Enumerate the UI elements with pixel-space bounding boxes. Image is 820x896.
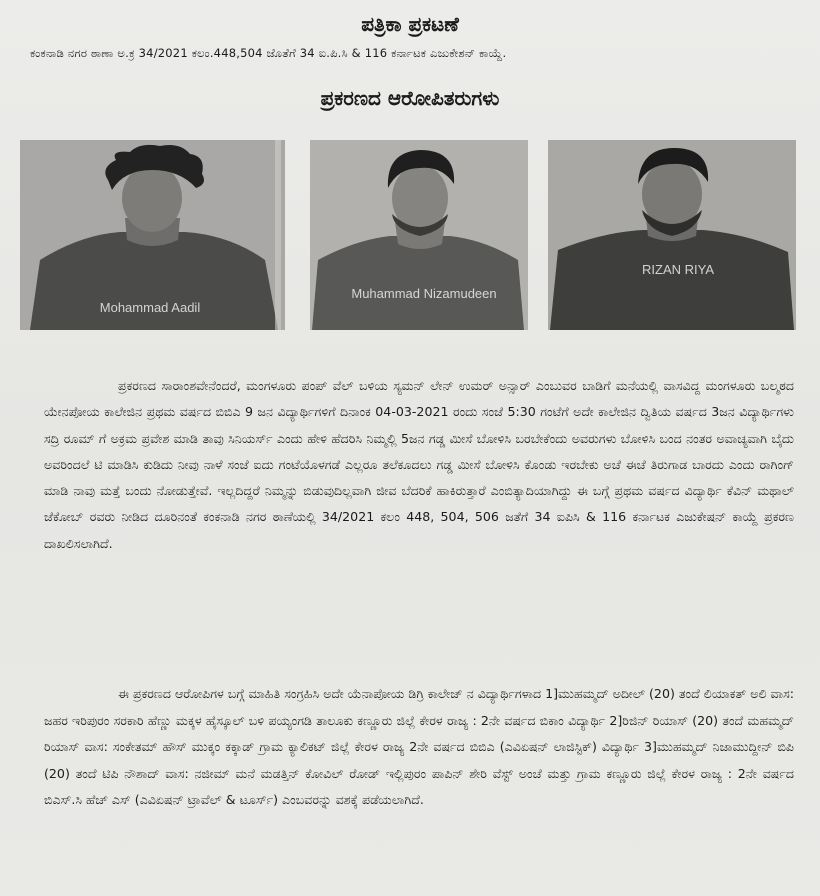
portrait-3 bbox=[548, 140, 796, 330]
accused-details-paragraph: ಈ ಪ್ರಕರಣದ ಆರೋಪಿಗಳ ಬಗ್ಗೆ ಮಾಹಿತಿ ಸಂಗ್ರಹಿಸಿ ಅದೇ ಯೆನಾಪೋಯ ಡಿಗ್ರಿ ಕಾಲೇಜ್ ನ ವಿದ್ಯಾರ್ಥಿಗಳಾದ 1]ಮುಹಮ್ಮದ್ ಅದೀಲ್ (20) ತಂದೆ ಲಿಯಾಕತ್ ಅಲಿ ವಾಸ: ಜಹರ ಇರಿಪುರಂ ಸರಕಾರಿ ಹೆಣ್ಣು ಮಕ್ಕಳ ಹೈಸ್ಕೂಲ್ ಬಳಿ ಪಯ್ಯಂಗಡಿ ತಾಲೂಕು ಕಣ್ಣೂರು ಜಿಲ್ಲೆ ಕೇರಳ ರಾಜ್ಯ : 2ನೇ ವರ್ಷದ ಬಿಕಾಂ ವಿದ್ಯಾರ್ಥಿ 2]ರಿಜಿನ್ ರಿಯಾಸ್ (20) ತಂದೆ ಮಹಮ್ಮದ್ ರಿಯಾಸ್ ವಾಸ: ಸಂಕೇತಮ್ ಹೌಸ್ ಮುಕ್ಕಂ ಕಕ್ಕಾಡ್ ಗ್ರಾಮ ಕ್ಯಾಲಿಕಟ್ ಜಿಲ್ಲೆ ಕೇರಳ ರಾಜ್ಯ 2ನೇ ವರ್ಷದ ಬಿಬಿಎ (ಎವಿಏಷನ್ ಲಾಜಿಸ್ಟಿಕ್) ವಿದ್ಯಾರ್ಥಿ 3]ಮುಹಮ್ಮದ್ ನಿಜಾಮುದ್ದೀನ್ ಬಿಪಿ (20) ತಂದೆ ಟಿಪಿ ನೌಶಾದ್ ವಾಸ: ನಜೀಮ್ ಮನೆ ಮಡತ್ತಿನ್ ಕೋವಿಲ್ ರೋಡ್ ಇಲ್ಲಿಪುರಂ ಪಾಪಿನ್ ಶೇರಿ ವೆಸ್ಟ್ ಅಂಚೆ ಮತ್ತು ಗ್ರಾಮ ಕಣ್ಣೂರು ಜಿಲ್ಲೆ ಕೇರಳ ರಾಜ್ಯ : 2ನೇ ವರ್ಷದ ಬಿಎಸ್.ಸಿ ಹೆಚ್ ಎಸ್ (ಎವಿಏಷನ್ ಟ್ರಾವೆಲ್ & ಟೂರ್ಸ್) ಎಂಬವರನ್ನು ವಶಕ್ಕೆ ಪಡೆಯಲಾಗಿದೆ. bbox=[44, 686, 794, 807]
accused-photo-2 bbox=[310, 140, 528, 330]
document-title: ಪತ್ರಿಕಾ ಪ್ರಕಟಣೆ bbox=[361, 12, 459, 36]
accused-photo-3 bbox=[548, 140, 796, 330]
photo-caption-1: Mohammad Aadil bbox=[99, 300, 201, 315]
accused-heading: ಪ್ರಕರಣದ ಆರೋಪಿತರುಗಳು bbox=[320, 86, 500, 110]
photo-caption-2: Muhammad Nizamudeen bbox=[351, 286, 497, 301]
case-summary-paragraph: ಪ್ರಕರಣದ ಸಾರಾಂಶವೇನೆಂದರೆ, ಮಂಗಳೂರು ಪಂಪ್ ವೆಲ್ ಬಳಿಯ ಸ್ಯಮನ್ ಲೇನ್ ಉಮರ್ ಅನ್ಸಾರ್ ಎಂಬುವರ ಬಾಡಿಗೆ ಮನೆಯಲ್ಲಿ ವಾಸವಿದ್ದ ಮಂಗಳೂರು ಬಲ್ಮಠದ ಯೇನಪೋಯ ಕಾಲೇಜಿನ ಪ್ರಥಮ ವರ್ಷದ ಬಿಬಿಎ 9 ಜನ ವಿದ್ಯಾರ್ಥಿಗಳಿಗೆ ದಿನಾಂಕ 04-03-2021 ರಂದು ಸಂಜೆ 5:30 ಗಂಟೆಗೆ ಅದೇ ಕಾಲೇಜಿನ ದ್ವಿತಿಯ ವರ್ಷದ 3ಜನ ವಿದ್ಯಾರ್ಥಿಗಳು ಸದ್ರಿ ರೂಮ್ ಗೆ ಅಕ್ರಮ ಪ್ರವೇಶ ಮಾಡಿ ತಾವು ಸಿನಿಯರ್ಸ್ ಎಂದು ಹೇಳಿ ಹೆದರಿಸಿ ನಿಮ್ಮಲ್ಲಿ 5ಜನ ಗಡ್ಡ ಮೀಸೆ ಬೋಳಿಸಿ ಬರಬೇಕೆಂದು ಅವರುಗಳು ಬೋಳಿಸಿ ಬಂದ ನಂತರ ಅವಾಚ್ಯವಾಗಿ ಬೈದು ಅವರಿಂದಲೆ ಟಿ ಮಾಡಿಸಿ ಕುಡಿದು ನೀವು ನಾಳೆ ಸಂಜೆ ಐದು ಗಂಟೆಯೊಳಗಡೆ ಎಲ್ಲರೂ ತಲೆಕೂದಲು ಗಡ್ಡ ಮೀಸೆ ಬೋಳಿಸಿ ಕೊಂಡು ಇರಬೇಕು ಅಚೆ ಈಚೆ ತಿರುಗಾಡ ಬಾರದು ಎಂದು ರಾಗಿಂಗ್ ಮಾಡಿ ನಾವು ಮತ್ತೆ ಬಂದು ನೋಡುತ್ತೇವೆ. ಇಲ್ಲದಿದ್ದರೆ ನಿಮ್ಮನ್ನು ಬಿಡುವುದಿಲ್ಲವಾಗಿ ಜೀವ ಬೆದರಿಕೆ ಹಾಕಿರುತ್ತಾರೆ ಎಂಬಿತ್ಯಾದಿಯಾಗಿದ್ದು ಈ ಬಗ್ಗೆ ಪ್ರಥಮ ವರ್ಷದ ವಿದ್ಯಾರ್ಥಿ ಕೆವಿನ್ ಮಥಾಲ್ ಜೆಕೋಬ್ ರವರು ನೀಡಿದ ದೂರಿನಂತೆ ಕಂಕನಾಡಿ ನಗರ ಠಾಣೆಯಲ್ಲಿ 34/2021 ಕಲಂ 448, 504, 506 ಜತೆಗೆ 34 ಐಪಿಸಿ & 116 ಕರ್ನಾಟಕ ಎಜುಕೇಷನ್ ಕಾಯ್ದೆ ಪ್ರಕರಣ ದಾಖಲಿಸಲಾಗಿದೆ. bbox=[44, 378, 794, 551]
case-reference: ಕಂಕನಾಡಿ ನಗರ ಠಾಣಾ ಅ.ಕ್ರ 34/2021 ಕಲಂ.448,504 ಜೊತೆಗೆ 34 ಐ.ಪಿ.ಸಿ & 116 ಕರ್ನಾಟಕ ಎಜುಕೇಶನ್ ಕಾಯ್ದೆ. bbox=[30, 46, 507, 60]
accused-photo-1 bbox=[20, 140, 285, 330]
portrait-2 bbox=[310, 140, 528, 330]
photo-caption-3: RIZAN RIYA bbox=[642, 262, 714, 277]
